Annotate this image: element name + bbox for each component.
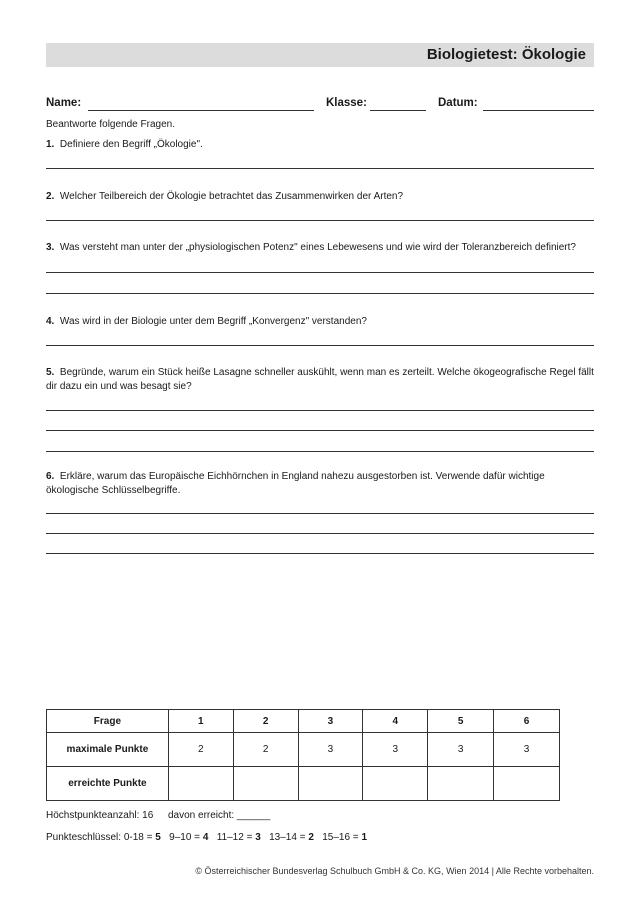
table-cell: 2 bbox=[233, 733, 298, 767]
table-header-cell: 6 bbox=[494, 710, 560, 733]
answer-line bbox=[46, 293, 594, 294]
name-label: Name: bbox=[46, 97, 82, 109]
intro-text: Beantworte folgende Fragen. bbox=[46, 119, 175, 130]
question-2 bbox=[46, 190, 594, 204]
table-cell: 2 bbox=[168, 733, 233, 767]
key-grade: 2 bbox=[308, 832, 314, 843]
table-row bbox=[47, 710, 560, 733]
answer-line bbox=[46, 430, 594, 431]
table-cell: 3 bbox=[363, 733, 428, 767]
key-grade: 1 bbox=[361, 832, 367, 843]
question-text: Definiere den Begriff „Ökologie". bbox=[59, 139, 203, 150]
question-3 bbox=[46, 241, 594, 255]
question-number: 1. bbox=[46, 139, 55, 150]
key-range: 11–12 = bbox=[216, 832, 253, 843]
table-cell[interactable] bbox=[363, 767, 428, 801]
question-text: Begründe, warum ein Stück heiße Lasagne schneller auskühlt, wenn man es zerteilt. Welche ökogeografische Regel fällt dir dazu ein und was besagt sie? bbox=[46, 367, 594, 392]
answer-line bbox=[46, 272, 594, 273]
question-1 bbox=[46, 138, 594, 152]
klasse-label: Klasse: bbox=[326, 97, 367, 109]
table-header-cell: 5 bbox=[428, 710, 494, 733]
grading-key bbox=[46, 831, 367, 845]
table-cell[interactable] bbox=[494, 767, 560, 801]
key-range: 0-18 = bbox=[123, 832, 153, 843]
datum-label: Datum: bbox=[438, 97, 478, 109]
table-cell[interactable] bbox=[233, 767, 298, 801]
answer-line bbox=[46, 168, 594, 169]
question-number: 4. bbox=[46, 316, 55, 327]
answer-line bbox=[46, 345, 594, 346]
table-cell[interactable] bbox=[428, 767, 494, 801]
score-table bbox=[46, 709, 560, 801]
question-text: Welcher Teilbereich der Ökologie betrachtet das Zusammenwirken der Arten? bbox=[59, 191, 404, 202]
table-header-cell: 2 bbox=[233, 710, 298, 733]
key-grade: 5 bbox=[155, 832, 161, 843]
key-range: 15–16 = bbox=[322, 832, 359, 843]
table-row bbox=[47, 733, 560, 767]
key-label: Punkteschlüssel: bbox=[46, 832, 122, 843]
table-cell[interactable] bbox=[168, 767, 233, 801]
question-text: Erkläre, warum das Europäische Eichhörnchen in England nahezu ausgestorben ist. Verwende dafür wichtige ökologische Schlüsselbegriffe. bbox=[46, 471, 545, 496]
datum-line bbox=[483, 110, 594, 111]
answer-line bbox=[46, 220, 594, 221]
answer-line bbox=[46, 410, 594, 411]
table-cell[interactable] bbox=[298, 767, 363, 801]
answer-line bbox=[46, 451, 594, 452]
question-number: 5. bbox=[46, 367, 55, 378]
answer-line bbox=[46, 553, 594, 554]
table-row bbox=[47, 767, 560, 801]
table-header-cell: 1 bbox=[168, 710, 233, 733]
key-range: 13–14 = bbox=[269, 832, 306, 843]
key-range: 9–10 = bbox=[169, 832, 201, 843]
row-label: maximale Punkte bbox=[47, 733, 169, 767]
table-cell: 3 bbox=[428, 733, 494, 767]
table-header-cell: 4 bbox=[363, 710, 428, 733]
question-4 bbox=[46, 315, 594, 329]
question-6 bbox=[46, 470, 594, 498]
reached-total: davon erreicht: ______ bbox=[168, 810, 271, 821]
header-bar bbox=[46, 43, 594, 67]
row-label: erreichte Punkte bbox=[47, 767, 169, 801]
answer-line bbox=[46, 533, 594, 534]
answer-line bbox=[46, 513, 594, 514]
name-line bbox=[88, 110, 314, 111]
question-text: Was versteht man unter der „physiologischen Potenz" eines Lebewesens und wie wird der Toleranzbereich definiert? bbox=[59, 242, 576, 253]
klasse-line bbox=[370, 110, 426, 111]
question-number: 3. bbox=[46, 242, 55, 253]
question-number: 6. bbox=[46, 471, 55, 482]
question-text: Was wird in der Biologie unter dem Begriff „Konvergenz" verstanden? bbox=[59, 316, 367, 327]
page-title: Biologietest: Ökologie bbox=[426, 46, 586, 63]
key-grade: 4 bbox=[202, 832, 209, 843]
copyright-footer: © Österreichischer Bundesverlag Schulbuch GmbH & Co. KG, Wien 2014 | Alle Rechte vorbehalten. bbox=[195, 866, 594, 876]
table-cell: 3 bbox=[494, 733, 560, 767]
key-grade: 3 bbox=[255, 832, 261, 843]
question-number: 2. bbox=[46, 191, 55, 202]
table-cell: 3 bbox=[298, 733, 363, 767]
question-5 bbox=[46, 366, 594, 394]
max-total: Höchstpunkteanzahl: 16 bbox=[46, 810, 154, 821]
table-header-cell: 3 bbox=[298, 710, 363, 733]
table-header-cell: Frage bbox=[47, 710, 169, 733]
